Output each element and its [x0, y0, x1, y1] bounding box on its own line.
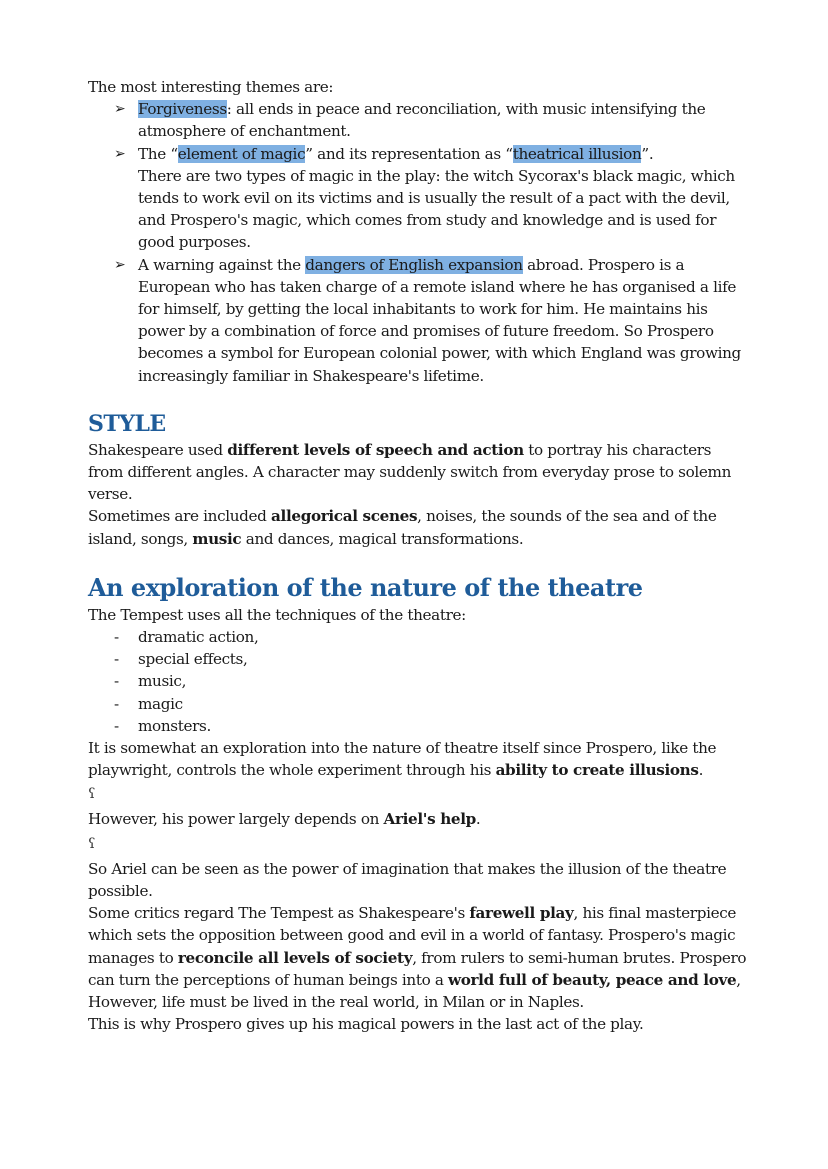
theatre-paragraph-3: So Ariel can be seen as the power of imagination that makes the illusion of the theatre possible.: [88, 859, 727, 900]
heading-style: STYLE: [88, 410, 166, 437]
list-item: - music,: [138, 670, 748, 692]
dash-bullet-icon: -: [114, 716, 119, 735]
theme-magic-body: There are two types of magic in the play: the witch Sycorax's black magic, which tends to work evil on its victims and is usually the result of a pact with the devil, and Prospero's magic, which comes from study and knowledge and is used for good purposes.: [138, 166, 735, 252]
dash-bullet-icon: -: [114, 650, 119, 669]
style-paragraph-2: Sometimes are included allegorical scenes, noises, the sounds of the sea and of the island, songs, music and dances, magical transformations.: [88, 507, 717, 548]
dash-bullet-icon: -: [114, 694, 119, 713]
theme-item-expansion: ➢ A warning against the dangers of English expansion abroad. Prospero is a European who has taken charge of a remote island where he has organised a life for himself, by getting the local inhabitants to work for him. He maintains his power by a combination of force and promises of future freedom. So Prospero becomes a symbol for European colonial power, with which England was growing increasingly familiar in Shakespeare's lifetime.: [114, 255, 741, 385]
document-page: [88, 76, 748, 1035]
dash-bullet-icon: -: [114, 628, 119, 647]
list-item: - magic: [138, 693, 748, 715]
theatre-intro: The Tempest uses all the techniques of the theatre:: [88, 605, 466, 624]
highlight-forgiveness: Forgiveness: [138, 100, 227, 119]
theatre-paragraph-2: However, his power largely depends on Ariel's help.: [88, 810, 481, 829]
list-item: - special effects,: [138, 648, 748, 670]
arrow-bullet-icon: ➢: [114, 145, 126, 162]
theme-item-forgiveness: ➢ Forgiveness: all ends in peace and reconciliation, with music intensifying the atmosphere of enchantment.: [114, 100, 706, 141]
curved-arrow-icon: ʕ: [88, 835, 96, 852]
theatre-paragraph-4: Some critics regard The Tempest as Shakespeare's farewell play, his final masterpiece which sets the opposition between good and evil in a world of fantasy. Prospero's magic manages to reconcile all levels of society, from rulers to semi-human brutes. Prospero can turn the perceptions of human beings into a world full of beauty, peace and love,: [88, 904, 747, 989]
theatre-paragraph-1: It is somewhat an exploration into the nature of theatre itself since Prospero, like the playwright, controls the whole experiment through his ability to create illusions.: [88, 739, 717, 780]
arrow-bullet-icon: ➢: [114, 256, 126, 273]
themes-intro: The most interesting themes are:: [88, 78, 334, 96]
dash-bullet-icon: -: [114, 672, 119, 691]
arrow-bullet-icon: ➢: [114, 101, 126, 118]
list-item: - monsters.: [138, 715, 748, 737]
style-paragraph-1: Shakespeare used different levels of speech and action to portray his characters from different angles. A character may suddenly switch from everyday prose to solemn verse.: [88, 440, 732, 504]
themes-list: [88, 98, 748, 387]
heading-theatre: An exploration of the nature of the theatre: [88, 572, 643, 602]
techniques-list: [88, 626, 748, 737]
highlight-element-of-magic: element of magic: [177, 144, 306, 163]
highlight-dangers-of-english-expansion: dangers of English expansion: [305, 255, 523, 274]
curved-arrow-icon: ʕ: [88, 786, 96, 803]
list-item: - dramatic action,: [138, 626, 748, 648]
highlight-theatrical-illusion: theatrical illusion: [512, 144, 642, 163]
theatre-paragraph-5: However, life must be lived in the real world, in Milan or in Naples.: [88, 992, 584, 1011]
theatre-paragraph-6: This is why Prospero gives up his magical powers in the last act of the play.: [88, 1015, 644, 1034]
theme-item-magic: ➢ The “element of magic” and its representation as “theatrical illusion”. There are two types of magic in the play: the witch Sycorax's black magic, which tends to work evil on its victims and is usually the result of a pact with the devil, and Prospero's magic, which comes from study and knowledge and is used for good purposes.: [114, 144, 735, 252]
